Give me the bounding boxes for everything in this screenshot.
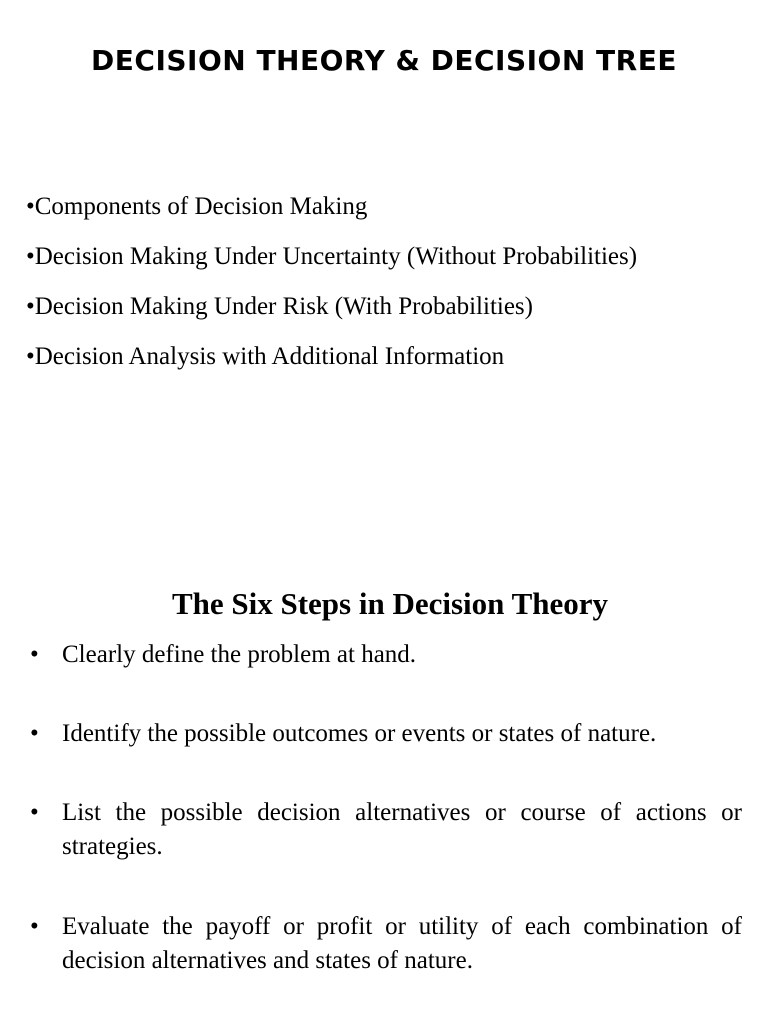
topic-item: •Decision Making Under Risk (With Probabilities) xyxy=(26,293,533,320)
step-text: List the possible decision alternatives or course of actions or strategies. xyxy=(62,799,742,860)
step-text: Evaluate the payoff or profit or utility of each combination of decision alternatives and states of nature. xyxy=(62,913,742,974)
bullet-icon: • xyxy=(30,641,39,668)
topic-item: •Decision Analysis with Additional Information xyxy=(26,343,505,370)
step-item xyxy=(30,717,742,751)
section-heading: The Six Steps in Decision Theory xyxy=(171,586,609,621)
bullet-icon: • xyxy=(30,913,39,940)
bullet-icon: • xyxy=(30,799,39,826)
topic-item: •Decision Making Under Uncertainty (Without Probabilities) xyxy=(26,243,638,270)
topic-item: •Components of Decision Making xyxy=(26,193,368,220)
step-text: Identify the possible outcomes or events or states of nature. xyxy=(62,720,657,747)
step-item xyxy=(30,796,742,864)
step-item xyxy=(30,910,742,978)
page-title: DECISION THEORY & DECISION TREE xyxy=(91,44,677,77)
step-text: Clearly define the problem at hand. xyxy=(62,641,417,668)
bullet-icon: • xyxy=(30,720,39,747)
step-item xyxy=(30,638,742,672)
